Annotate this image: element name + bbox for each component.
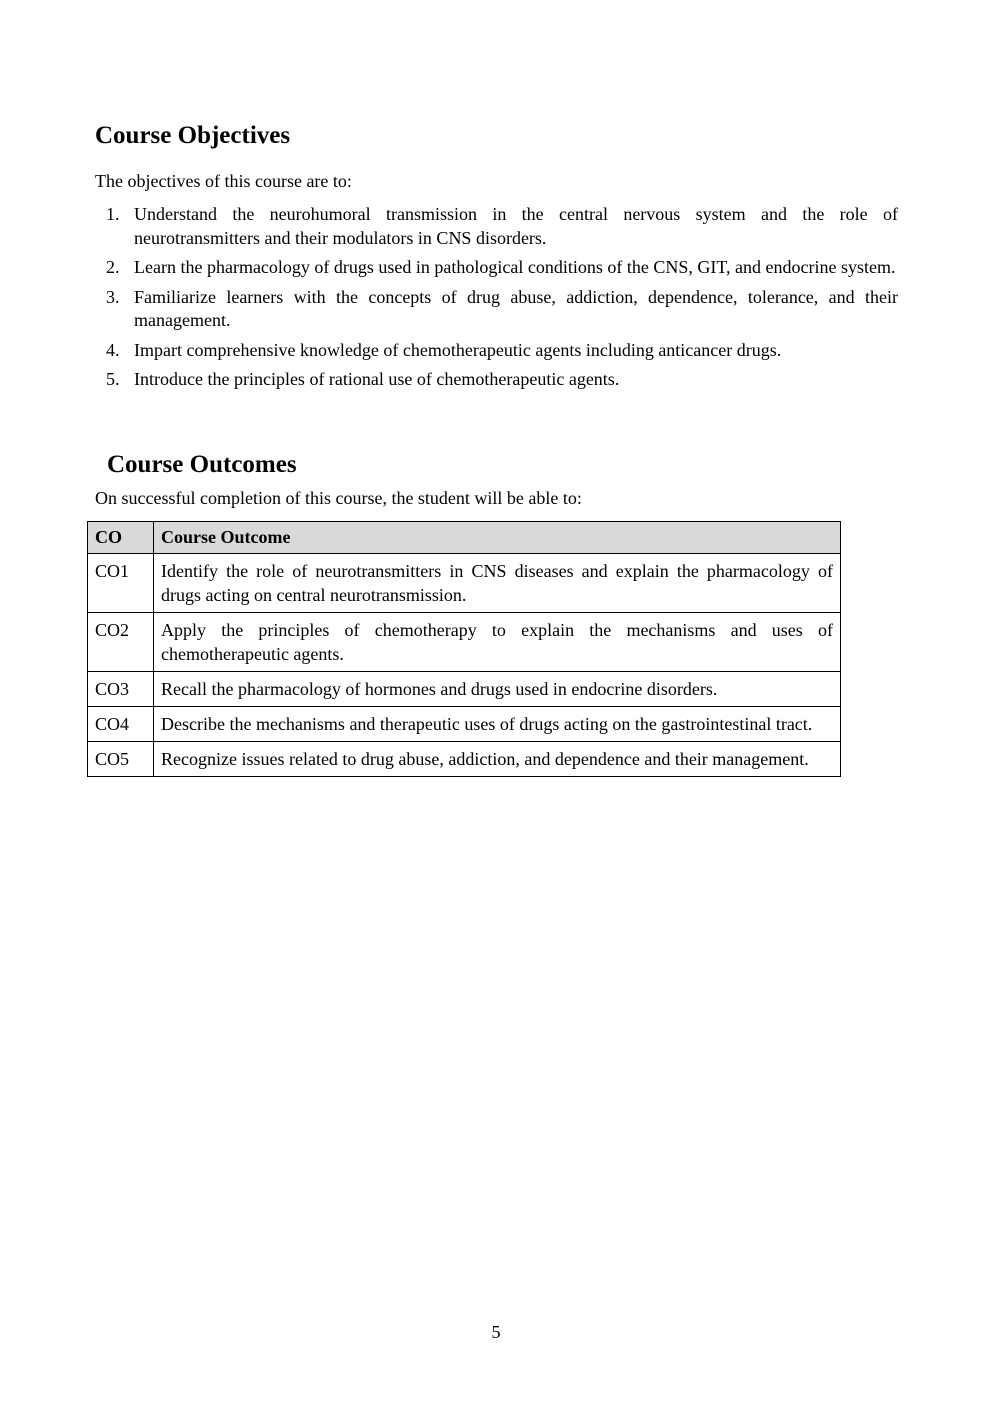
co-outcome-cell: Apply the principles of chemotherapy to explain the mechanisms and uses of chemotherapeutic agents. [154,613,841,672]
column-header-co: CO [88,522,154,554]
co-outcome-cell: Describe the mechanisms and therapeutic uses of drugs acting on the gastrointestinal tract. [154,707,841,742]
objective-number: 5. [106,369,120,389]
objective-item [106,256,898,280]
objective-number: 3. [106,286,120,307]
co-code-cell: CO4 [88,707,154,742]
co-code-cell: CO2 [88,613,154,672]
co-outcome-cell: Identify the role of neurotransmitters in CNS diseases and explain the pharmacology of drugs acting on central neurotransmission. [154,554,841,613]
table-row [88,742,841,777]
objectives-intro: The objectives of this course are to: [95,171,352,191]
course-outcomes-table [87,521,841,777]
objective-item [106,203,898,250]
co-outcome-cell: Recall the pharmacology of hormones and drugs used in endocrine disorders. [154,672,841,707]
objective-text: Understand the neurohumoral transmission in the central nervous system and the role of neurotransmitters and their modulators in CNS disorders. [134,204,898,248]
objective-number: 4. [106,339,120,360]
co-code-cell: CO1 [88,554,154,613]
outcomes-intro: On successful completion of this course, the student will be able to: [95,488,582,508]
objective-text: Learn the pharmacology of drugs used in pathological conditions of the CNS, GIT, and endocrine system. [134,257,896,277]
table-row [88,554,841,613]
objective-text: Introduce the principles of rational use of chemotherapeutic agents. [134,369,620,389]
table-row [88,707,841,742]
course-objectives-heading: Course Objectives [95,122,291,149]
page-number: 5 [491,1322,501,1342]
objective-item [106,339,898,363]
co-outcome-cell: Recognize issues related to drug abuse, addiction, and dependence and their management. [154,742,841,777]
objective-item [106,286,898,333]
objective-number: 1. [106,204,120,224]
co-code-cell: CO5 [88,742,154,777]
objective-text: Familiarize learners with the concepts of drug abuse, addiction, dependence, tolerance, and their management. [134,286,898,330]
co-code-cell: CO3 [88,672,154,707]
objective-text: Impart comprehensive knowledge of chemotherapeutic agents including anticancer drugs. [134,339,782,360]
course-outcomes-heading: Course Outcomes [107,451,297,478]
objectives-list [106,203,898,398]
objective-item [106,368,898,392]
table-row [88,672,841,707]
table-row [88,613,841,672]
objective-number: 2. [106,257,120,277]
column-header-outcome: Course Outcome [154,522,841,554]
table-header-row [88,522,841,554]
